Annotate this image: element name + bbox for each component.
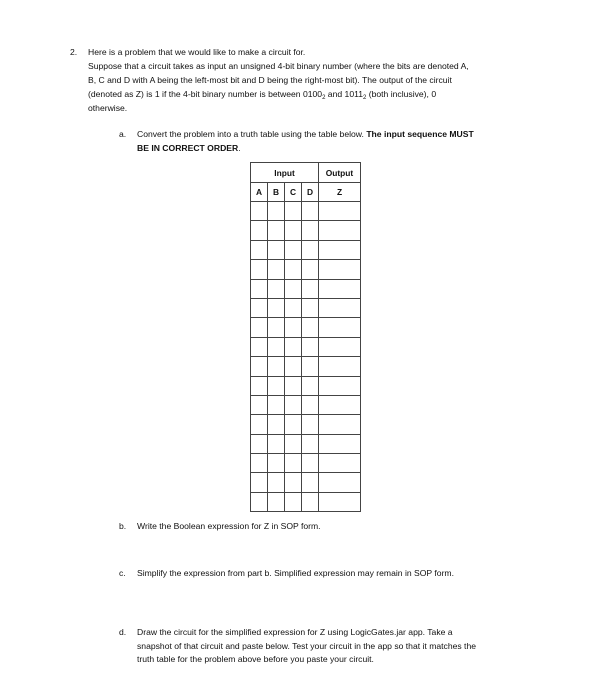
table-row <box>251 454 361 473</box>
cell-d[interactable] <box>302 357 319 376</box>
cell-d[interactable] <box>302 202 319 221</box>
part-d-line3: truth table for the problem above before you paste your circuit. <box>137 654 374 664</box>
cell-z[interactable] <box>319 318 361 337</box>
part-d-letter: d. <box>119 627 127 637</box>
cell-a[interactable] <box>251 202 268 221</box>
part-c-letter: c. <box>119 568 126 578</box>
cell-b[interactable] <box>268 337 285 356</box>
subscript-base-1: 2 <box>322 95 326 101</box>
column-header-z: Z <box>319 183 361 202</box>
cell-z[interactable] <box>319 473 361 492</box>
table-row <box>251 473 361 492</box>
cell-z[interactable] <box>319 376 361 395</box>
question-number: 2. <box>70 47 78 57</box>
cell-z[interactable] <box>319 454 361 473</box>
cell-a[interactable] <box>251 279 268 298</box>
cell-z[interactable] <box>319 395 361 414</box>
cell-a[interactable] <box>251 376 268 395</box>
cell-b[interactable] <box>268 473 285 492</box>
intro-line-4-start: (denoted as Z) is 1 if the 4-bit binary number is between 0100 <box>88 89 323 99</box>
part-a-line1: Convert the problem into a truth table using the table below. <box>137 129 367 139</box>
truth-table <box>250 162 361 512</box>
cell-d[interactable] <box>302 279 319 298</box>
cell-a[interactable] <box>251 357 268 376</box>
cell-c[interactable] <box>285 202 302 221</box>
cell-c[interactable] <box>285 318 302 337</box>
cell-a[interactable] <box>251 240 268 259</box>
cell-z[interactable] <box>319 415 361 434</box>
table-row <box>251 318 361 337</box>
intro-line-4-end: (both inclusive), 0 <box>366 89 437 99</box>
cell-b[interactable] <box>268 434 285 453</box>
cell-d[interactable] <box>302 473 319 492</box>
cell-d[interactable] <box>302 298 319 317</box>
cell-a[interactable] <box>251 434 268 453</box>
intro-line-5: otherwise. <box>88 103 128 113</box>
cell-a[interactable] <box>251 454 268 473</box>
cell-c[interactable] <box>285 395 302 414</box>
cell-z[interactable] <box>319 337 361 356</box>
table-row <box>251 221 361 240</box>
table-row <box>251 357 361 376</box>
cell-c[interactable] <box>285 434 302 453</box>
cell-b[interactable] <box>268 240 285 259</box>
table-row <box>251 395 361 414</box>
cell-d[interactable] <box>302 454 319 473</box>
part-b-text: Write the Boolean expression for Z in SOP form. <box>137 521 321 531</box>
cell-b[interactable] <box>268 415 285 434</box>
part-d-line1: Draw the circuit for the simplified expression for Z using LogicGates.jar app. Take a <box>137 627 453 637</box>
cell-z[interactable] <box>319 279 361 298</box>
cell-a[interactable] <box>251 473 268 492</box>
cell-c[interactable] <box>285 221 302 240</box>
cell-b[interactable] <box>268 202 285 221</box>
table-row <box>251 298 361 317</box>
cell-z[interactable] <box>319 492 361 511</box>
subscript-base-2: 2 <box>363 95 367 101</box>
part-a-line2-end: . <box>238 142 241 153</box>
cell-b[interactable] <box>268 376 285 395</box>
cell-b[interactable] <box>268 357 285 376</box>
cell-b[interactable] <box>268 318 285 337</box>
table-row <box>251 337 361 356</box>
cell-z[interactable] <box>319 260 361 279</box>
column-header-c: C <box>285 183 302 202</box>
cell-a[interactable] <box>251 298 268 317</box>
column-header-a: A <box>251 183 268 202</box>
part-d-line2: snapshot of that circuit and paste below. Test your circuit in the app so that it matches the <box>137 640 477 651</box>
cell-c[interactable] <box>285 492 302 511</box>
intro-line-3: B, C and D with A being the left-most bit and D being the right-most bit). The output of the circuit <box>88 75 452 85</box>
table-row <box>251 260 361 279</box>
cell-z[interactable] <box>319 221 361 240</box>
part-b-letter: b. <box>119 521 127 531</box>
cell-b[interactable] <box>268 492 285 511</box>
cell-d[interactable] <box>302 395 319 414</box>
cell-z[interactable] <box>319 298 361 317</box>
part-d-text <box>137 626 476 667</box>
cell-c[interactable] <box>285 240 302 259</box>
part-a-text <box>137 128 474 155</box>
cell-b[interactable] <box>268 221 285 240</box>
cell-c[interactable] <box>285 376 302 395</box>
output-group-header: Output <box>319 163 361 183</box>
cell-b[interactable] <box>268 260 285 279</box>
cell-c[interactable] <box>285 357 302 376</box>
cell-a[interactable] <box>251 318 268 337</box>
part-a-line1-bold: The input sequence MUST <box>366 129 474 139</box>
cell-b[interactable] <box>268 279 285 298</box>
cell-a[interactable] <box>251 260 268 279</box>
cell-d[interactable] <box>302 240 319 259</box>
part-a-line2-bold: BE IN CORRECT ORDER <box>137 142 239 153</box>
cell-c[interactable] <box>285 298 302 317</box>
table-row <box>251 492 361 511</box>
truth-table-body <box>251 202 361 512</box>
cell-c[interactable] <box>285 279 302 298</box>
cell-b[interactable] <box>268 395 285 414</box>
cell-a[interactable] <box>251 492 268 511</box>
column-header-b: B <box>268 183 285 202</box>
part-c-text: Simplify the expression from part b. Simplified expression may remain in SOP form. <box>137 568 454 578</box>
cell-a[interactable] <box>251 415 268 434</box>
cell-a[interactable] <box>251 221 268 240</box>
cell-d[interactable] <box>302 260 319 279</box>
intro-line-4-mid: and 1011 <box>325 89 364 99</box>
cell-z[interactable] <box>319 434 361 453</box>
cell-c[interactable] <box>285 473 302 492</box>
table-row <box>251 415 361 434</box>
cell-d[interactable] <box>302 376 319 395</box>
cell-d[interactable] <box>302 337 319 356</box>
part-a-letter: a. <box>119 129 127 139</box>
cell-d[interactable] <box>302 318 319 337</box>
column-header-d: D <box>302 183 319 202</box>
table-row <box>251 434 361 453</box>
cell-a[interactable] <box>251 337 268 356</box>
table-row <box>251 202 361 221</box>
cell-c[interactable] <box>285 260 302 279</box>
table-row <box>251 376 361 395</box>
cell-d[interactable] <box>302 492 319 511</box>
cell-z[interactable] <box>319 202 361 221</box>
cell-c[interactable] <box>285 337 302 356</box>
cell-c[interactable] <box>285 454 302 473</box>
cell-c[interactable] <box>285 415 302 434</box>
cell-z[interactable] <box>319 240 361 259</box>
cell-z[interactable] <box>319 357 361 376</box>
table-row <box>251 279 361 298</box>
cell-a[interactable] <box>251 395 268 414</box>
input-group-header: Input <box>251 163 319 183</box>
table-row <box>251 240 361 259</box>
intro-line-4 <box>88 89 436 100</box>
intro-line-2: Suppose that a circuit takes as input an unsigned 4-bit binary number (where the bits are denoted A, <box>88 61 469 71</box>
cell-d[interactable] <box>302 415 319 434</box>
intro-line-1: Here is a problem that we would like to make a circuit for. <box>88 47 306 57</box>
cell-d[interactable] <box>302 434 319 453</box>
cell-b[interactable] <box>268 454 285 473</box>
cell-d[interactable] <box>302 221 319 240</box>
cell-b[interactable] <box>268 298 285 317</box>
